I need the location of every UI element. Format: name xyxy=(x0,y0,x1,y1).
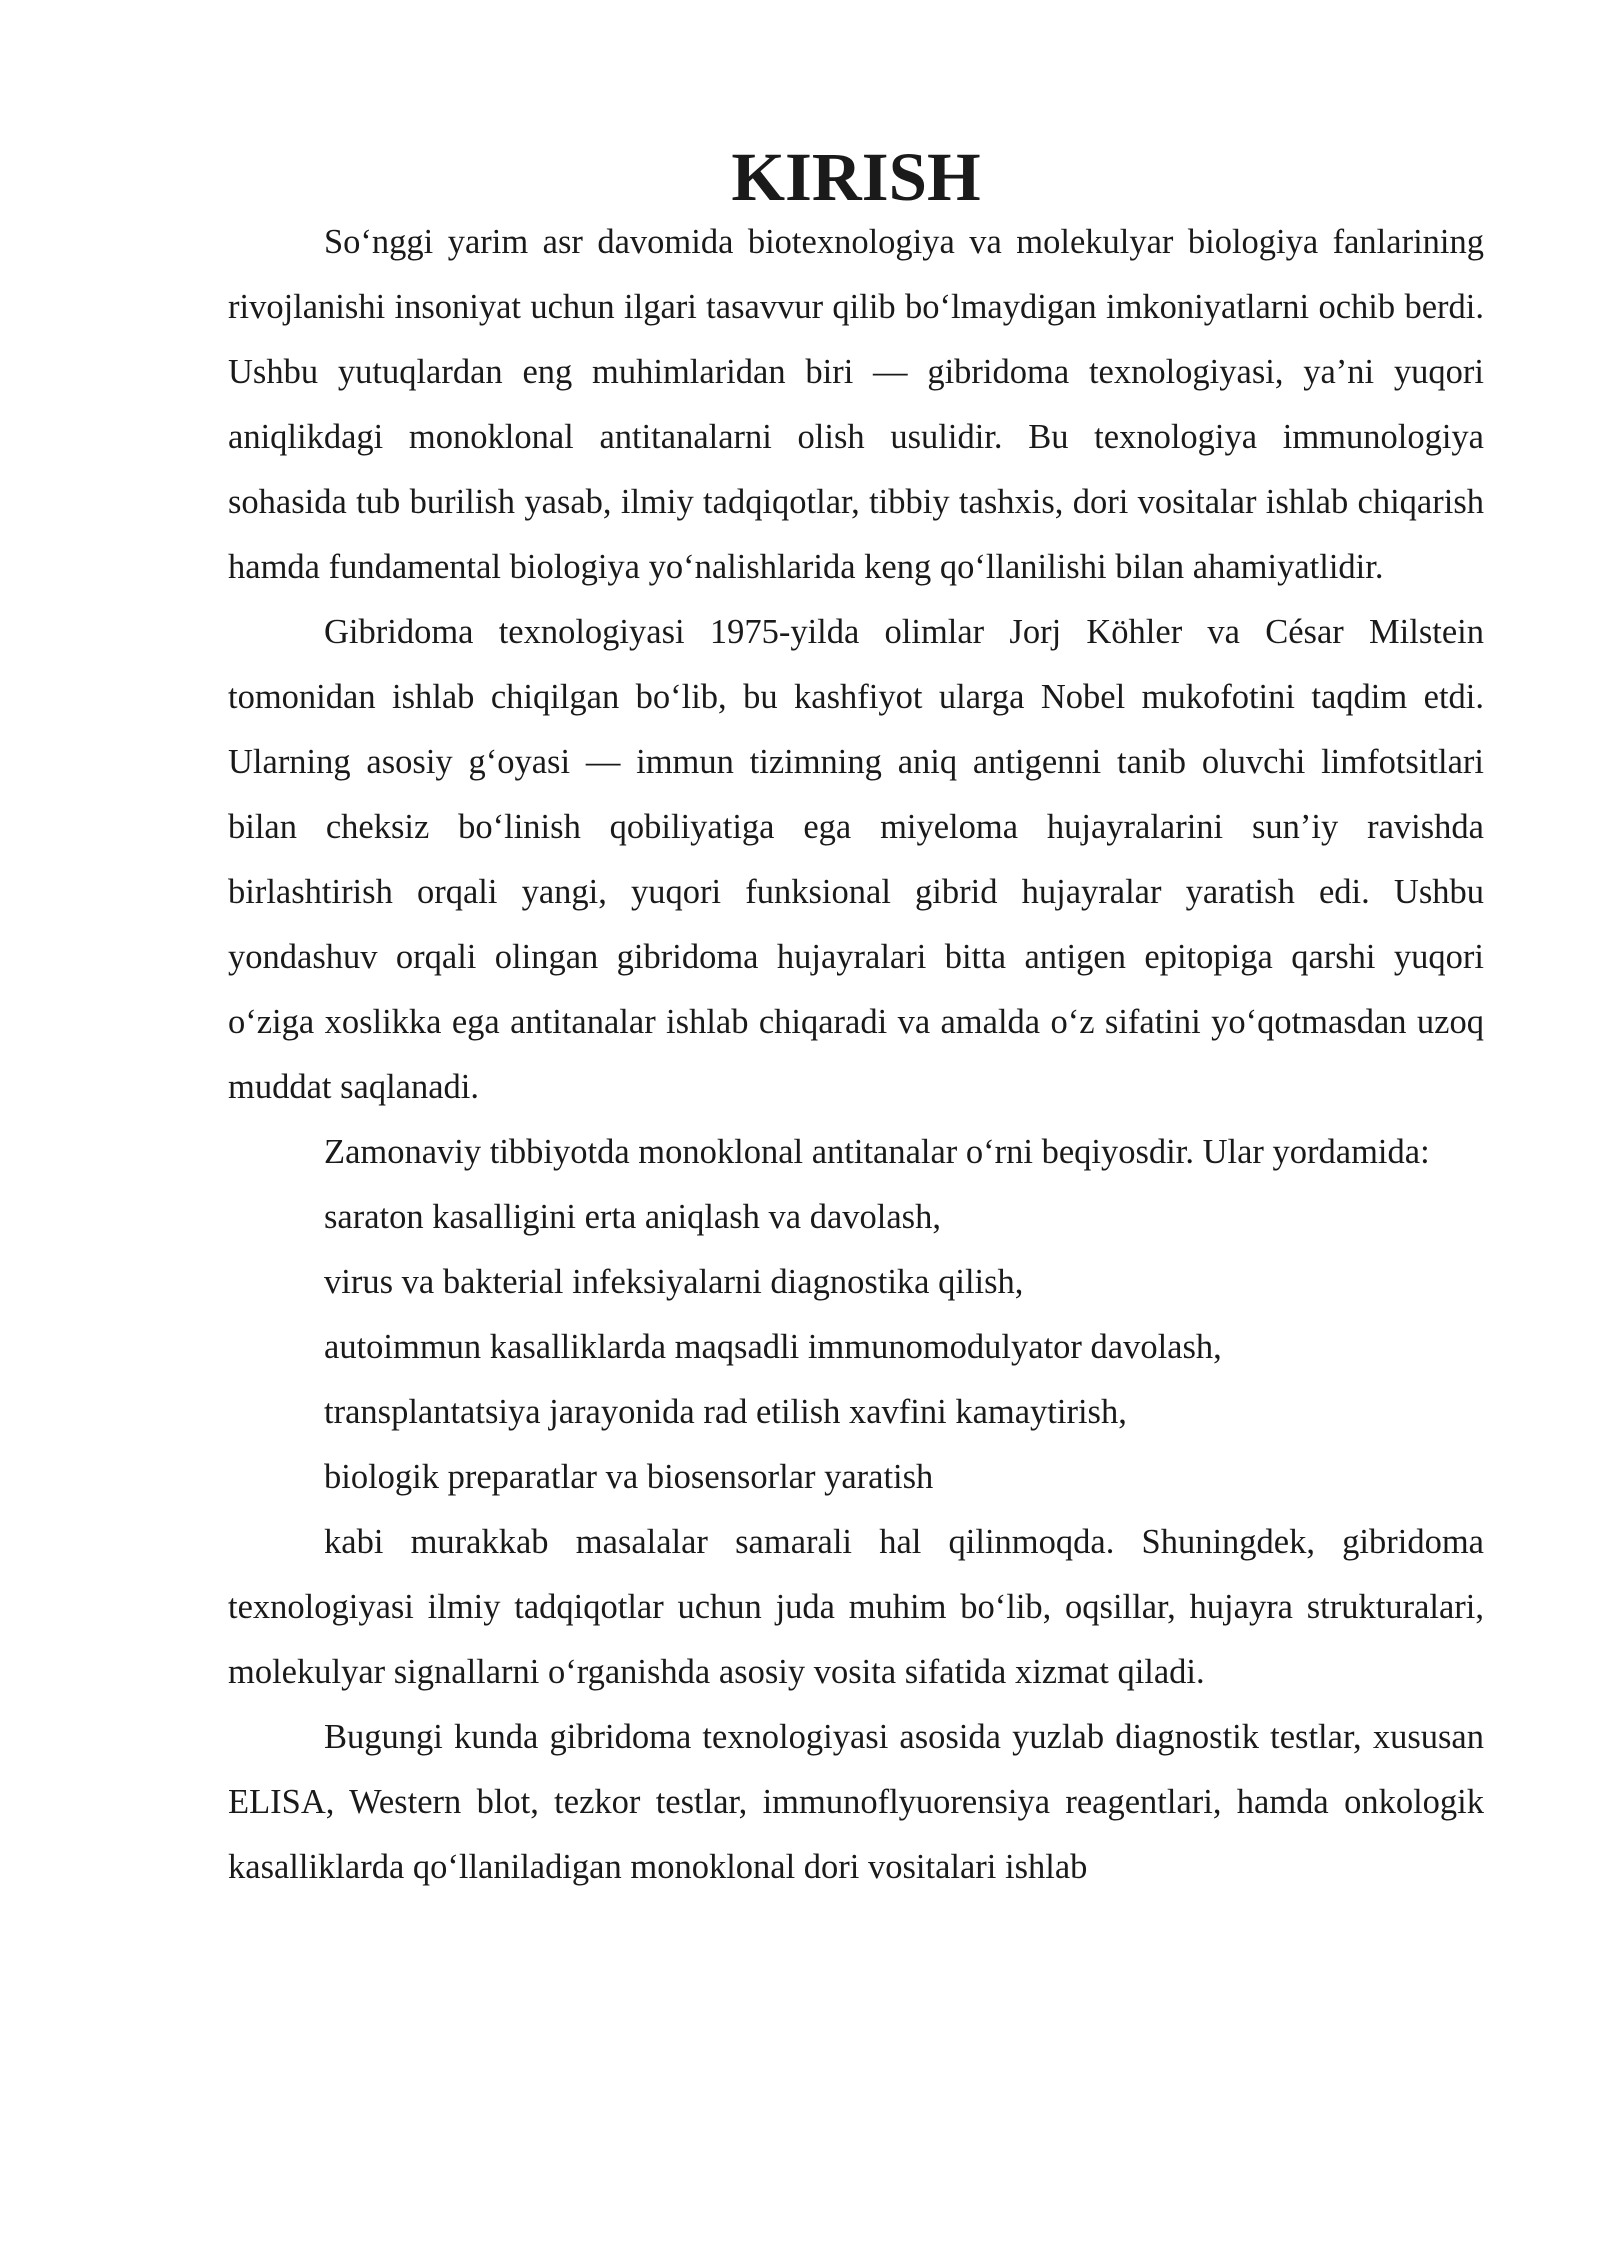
list-item: biologik preparatlar va biosensorlar yaratish xyxy=(324,1458,934,1496)
paragraph-intro: So‘nggi yarim asr davomida biotexnologiya va molekulyar biologiya fanlarining rivojlanishi insoniyat uchun ilgari tasavvur qilib bo‘lmaydigan imkoniyatlarni ochib berdi. Ushbu yutuqlardan eng muhimlaridan biri — gibridoma texnologiyasi, ya’ni yuqori aniqlikdagi monoklonal antitanalarni olish usulidir. Bu texnologiya immunologiya sohasida tub burilish yasab, ilmiy tadqiqotlar, tibbiy tashxis, dori vositalar ishlab chiqarish hamda fundamental biologiya yo‘nalishlarida keng qo‘llanilishi bilan ahamiyatlidir. xyxy=(228,223,1484,586)
paragraph-research: kabi murakkab masalalar samarali hal qilinmoqda. Shuningdek, gibridoma texnologiyasi ilmiy tadqiqotlar uchun juda muhim bo‘lib, oqsillar, hujayra strukturalari, molekulyar signallarni o‘rganishda asosiy vosita sifatida xizmat qiladi. xyxy=(228,1523,1484,1691)
paragraph-medicine: Zamonaviy tibbiyotda monoklonal antitanalar o‘rni beqiyosdir. Ular yordamida: xyxy=(324,1133,1430,1171)
paragraph-history: Gibridoma texnologiyasi 1975-yilda olimlar Jorj Köhler va César Milstein tomonidan ishlab chiqilgan bo‘lib, bu kashfiyot ularga Nobel mukofotini taqdim etdi. Ularning asosiy g‘oyasi — immun tizimning aniq antigenni tanib oluvchi limfotsitlari bilan cheksiz bo‘linish qobiliyatiga ega miyeloma hujayralarini sun’iy ravishda birlashtirish orqali yangi, yuqori funksional gibrid hujayralar yaratish edi. Ushbu yondashuv orqali olingan gibridoma hujayralari bitta antigen epitopiga qarshi yuqori o‘ziga xoslikka ega antitanalar ishlab chiqaradi va amalda o‘z sifatini yo‘qotmasdan uzoq muddat saqlanadi. xyxy=(228,613,1484,1106)
list-item: saraton kasalligini erta aniqlash va davolash, xyxy=(324,1198,941,1236)
list-item: autoimmun kasalliklarda maqsadli immunomodulyator davolash, xyxy=(324,1328,1222,1366)
document-body xyxy=(228,139,1484,1900)
list-item: virus va bakterial infeksiyalarni diagnostika qilish, xyxy=(324,1263,1024,1301)
list-item: transplantatsiya jarayonida rad etilish xavfini kamaytirish, xyxy=(324,1393,1127,1431)
paragraph-diagnostics: Bugungi kunda gibridoma texnologiyasi asosida yuzlab diagnostik testlar, xususan ELISA, Western blot, tezkor testlar, immunoflyuorensiya reagentlari, hamda onkologik kasalliklarda qo‘llaniladigan monoklonal dori vositalari ishlab xyxy=(228,1718,1484,1886)
applications-list xyxy=(228,1185,1484,1510)
page-title: KIRISH xyxy=(731,139,981,215)
